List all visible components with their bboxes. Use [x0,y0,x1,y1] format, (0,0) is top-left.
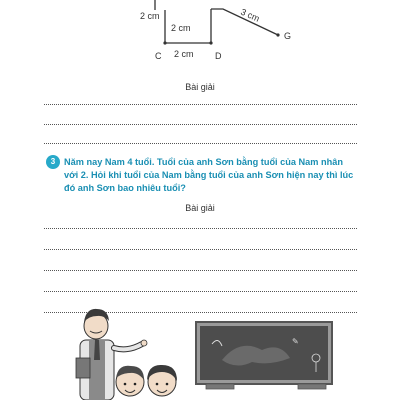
answer-line [44,143,357,144]
chalk-doodle: ✎ [292,337,299,346]
label-seg-bottom: 2 cm [174,49,194,59]
answer-line [44,291,357,292]
kid-figure [147,365,177,396]
answer-line [44,270,357,271]
answer-line [44,249,357,250]
point-g-dot [276,33,279,36]
label-point-c: C [155,51,162,61]
question-text [64,156,364,195]
label-seg-c: 2 cm [140,11,160,21]
question-line: đó anh Sơn bao nhiêu tuổi? [64,183,186,193]
label-point-d: D [215,51,222,61]
label-seg-diag: 3 cm [239,6,262,24]
label-seg-vertical: 2 cm [171,23,191,33]
question-line: Năm nay Nam 4 tuổi. Tuổi của anh Sơn bằng tuổi của Nam nhân [64,157,343,167]
section1-heading: Bài giải [185,82,215,92]
label-point-g: G [284,31,292,41]
point-d-dot [209,41,212,44]
question-line: với 2. Hỏi khi tuổi của Nam bằng tuổi của anh Sơn hiện nay thì lúc [64,170,354,180]
classroom-illustration [0,300,400,400]
kid-figure [116,366,144,396]
question3-heading: Bài giải [185,203,215,213]
point-c-dot [163,41,166,44]
question-number-badge: 3 [46,155,60,169]
answer-line [44,228,357,229]
answer-line [44,124,357,125]
polyline-figure [0,0,400,70]
chalkboard [196,322,332,389]
answer-line [44,104,357,105]
